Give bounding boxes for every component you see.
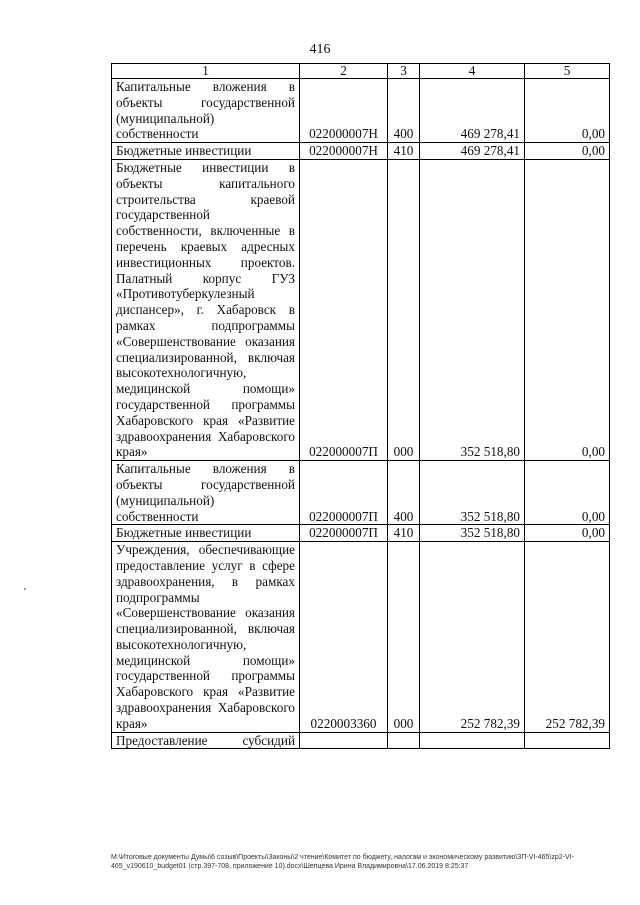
- table-row: [112, 542, 610, 733]
- column-header-3: 3: [388, 64, 420, 79]
- row-vr-cell: 000: [388, 542, 420, 733]
- row-csr-cell: [300, 732, 388, 749]
- row-amount1-cell: 469 278,41: [420, 79, 525, 143]
- row-vr-cell: 410: [388, 525, 420, 542]
- row-amount2-cell: 0,00: [525, 461, 610, 525]
- row-amount1-cell: 252 782,39: [420, 542, 525, 733]
- column-header-5: 5: [525, 64, 610, 79]
- row-amount1-cell: 469 278,41: [420, 143, 525, 160]
- row-csr-cell: 022000007П: [300, 159, 388, 460]
- row-amount1-cell: [420, 732, 525, 749]
- row-amount1-cell: 352 518,80: [420, 525, 525, 542]
- row-csr-cell: 022000007П: [300, 461, 388, 525]
- row-name-cell: Капитальные вложения в объекты государственной (муниципальной) собственности: [112, 79, 300, 143]
- row-csr-cell: 022000007П: [300, 525, 388, 542]
- column-header-4: 4: [420, 64, 525, 79]
- page-number: 416: [309, 42, 331, 57]
- row-vr-cell: 400: [388, 79, 420, 143]
- row-csr-cell: 022000007Н: [300, 143, 388, 160]
- row-amount1-cell: 352 518,80: [420, 159, 525, 460]
- row-vr-cell: [388, 732, 420, 749]
- table-row: [112, 461, 610, 525]
- row-amount1-cell: 352 518,80: [420, 461, 525, 525]
- table-row: [112, 732, 610, 749]
- row-name-cell: Учреждения, обеспечивающие предоставление услуг в сфере здравоохранения, в рамках подпрограммы «Совершенствование оказания специализированной, включая высокотехнологичную, медицинской помощи» государственной программы Хабаровского края «Развитие здравоохранения Хабаровского края»: [112, 542, 300, 733]
- row-name-cell: Капитальные вложения в объекты государственной (муниципальной) собственности: [112, 461, 300, 525]
- budget-table: [111, 63, 610, 749]
- row-vr-cell: 000: [388, 159, 420, 460]
- table-row: [112, 159, 610, 460]
- row-amount2-cell: 0,00: [525, 79, 610, 143]
- row-name-cell: Бюджетные инвестиции в объекты капитального строительства краевой государственной собственности, включенные в перечень краевых адресных инвестиционных проектов. Палатный корпус ГУЗ «Противотуберкулезный диспансер», г. Хабаровск в рамках подпрограммы «Совершенствование оказания специализированной, включая высокотехнологичную, медицинской помощи» государственной программы Хабаровского края «Развитие здравоохранения Хабаровского края»: [112, 159, 300, 460]
- row-csr-cell: 022000007Н: [300, 79, 388, 143]
- row-amount2-cell: 0,00: [525, 143, 610, 160]
- scan-dot: [24, 588, 26, 590]
- row-csr-cell: 0220003360: [300, 542, 388, 733]
- table-header-row: [112, 64, 610, 79]
- table-row: [112, 525, 610, 542]
- file-path-footer: M:\Итоговые документы Думы\6 созыв\Проекты\Законы\2 чтение\Комитет по бюджету, налогам и экономическому развитию\ЗП-VI-465\zp2-VI-465_v190610_budget01 (стр.397-708, приложение 10).docx\Шепцева Ирина Владимировна\17.06.2019 8:25:37: [111, 854, 574, 870]
- table-row: [112, 143, 610, 160]
- row-vr-cell: 410: [388, 143, 420, 160]
- row-amount2-cell: 0,00: [525, 159, 610, 460]
- row-vr-cell: 400: [388, 461, 420, 525]
- row-amount2-cell: 0,00: [525, 525, 610, 542]
- column-header-2: 2: [300, 64, 388, 79]
- row-name-cell: Бюджетные инвестиции: [112, 143, 300, 160]
- table-row: [112, 79, 610, 143]
- row-name-cell: Бюджетные инвестиции: [112, 525, 300, 542]
- row-name-cell: Предоставление субсидий: [112, 732, 300, 749]
- column-header-1: 1: [112, 64, 300, 79]
- row-amount2-cell: [525, 732, 610, 749]
- row-amount2-cell: 252 782,39: [525, 542, 610, 733]
